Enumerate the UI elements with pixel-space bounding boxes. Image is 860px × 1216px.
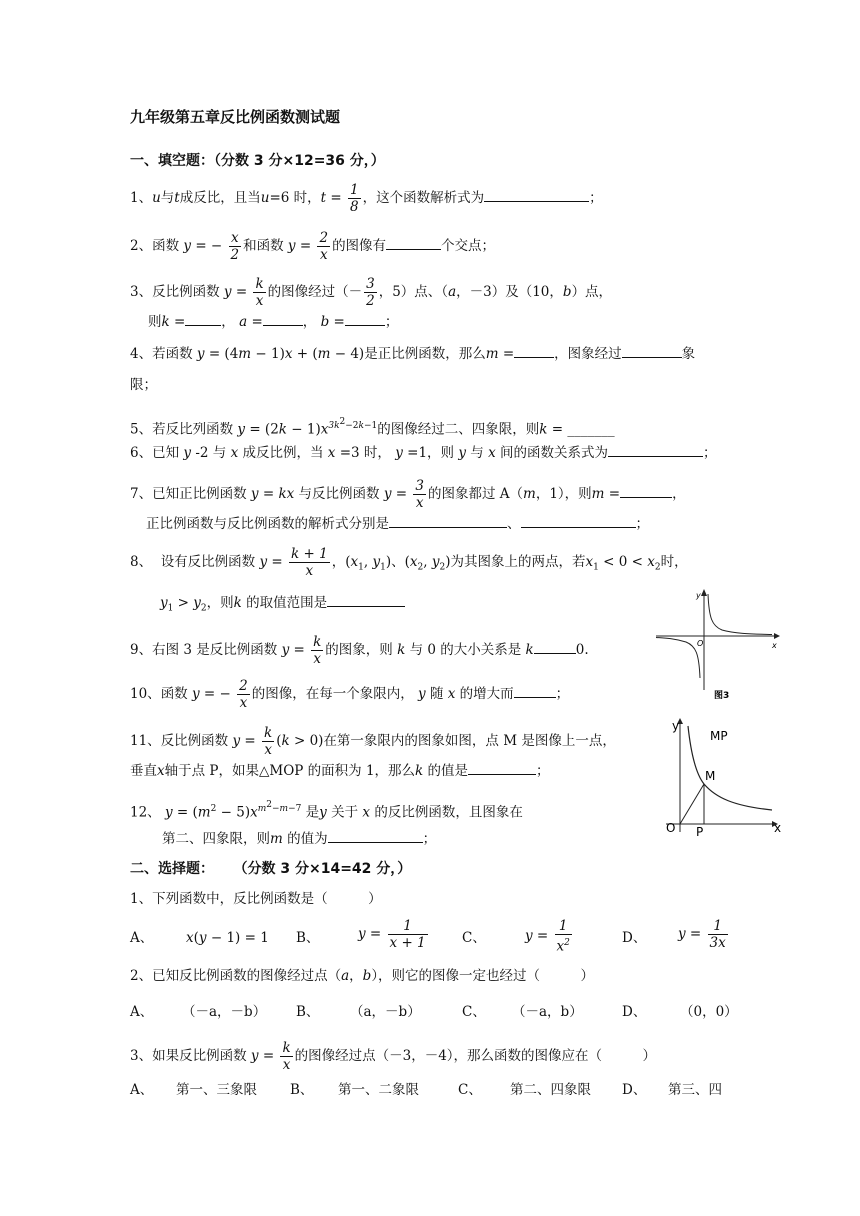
choice-question-3: 3、如果反比例函数 y = $\frac{k}{x}$ 的图像经过点（－3，－4），那么函数的图像应在（ ）	[130, 1040, 657, 1073]
section-scoring: （分数 3 分×14=42 分，）	[233, 861, 412, 877]
choice-1-option-b-formula: y = $\frac{1}{x + 1}$	[358, 918, 426, 951]
question-11-line-2: 垂直x轴于点 P，如果△MOP 的面积为 1，那么k 的值是 ；	[130, 760, 550, 781]
figure-3-y-label: y	[696, 591, 701, 600]
figure-11-y-label: y	[672, 719, 680, 733]
choice-2-option-c-value: （－a，b）	[512, 1004, 583, 1020]
choice-3-option-b: B、	[290, 1082, 314, 1098]
figure-3-caption: 图3	[714, 691, 730, 701]
choice-3-option-c-value: 第二、四象限	[510, 1082, 591, 1098]
figure-11-hyperbola	[660, 714, 790, 838]
figure-3-x-label: x	[772, 641, 777, 650]
choice-2-option-b-value: （a，－b）	[350, 1004, 421, 1020]
figure-11-x-label: x	[774, 821, 782, 835]
section-multiple-choice	[130, 858, 411, 878]
question-11: 11、反比例函数 y = $\frac{k}{x}$ (k > 0)在第一象限内的图象如图，点 M 是图像上一点，	[130, 725, 616, 758]
choice-question-1: 1、下列函数中，反比例函数是（ ）	[130, 891, 382, 907]
figure-11-origin-label: O	[666, 821, 676, 835]
page-title: 九年级第五章反比例函数测试题	[130, 108, 341, 126]
choice-1-option-b: B、	[296, 930, 320, 946]
choice-2-option-a-value: （－a，－b）	[182, 1004, 267, 1020]
choice-2-option-a: A、	[130, 1004, 154, 1020]
figure-3-origin-label: O	[697, 639, 704, 648]
choice-1-option-c: C、	[462, 930, 486, 946]
question-3-line-2: 则k = ， a = ， b = ；	[148, 311, 398, 332]
choice-3-option-d: D、	[622, 1082, 647, 1098]
question-12-line-2: 第二、四象限，则m 的值为 ；	[162, 828, 436, 849]
choice-2-option-b: B、	[296, 1004, 320, 1020]
question-7-line-2: 正比例函数与反比例函数的解析式分别是 、 ；	[146, 513, 649, 534]
figure-11-mp-label: MP	[710, 729, 728, 743]
choice-1-option-c-formula: y = $\frac{1}{x^2}$	[525, 918, 570, 955]
choice-3-option-b-value: 第一、二象限	[338, 1082, 419, 1098]
choice-3-option-d-value: 第三、四	[668, 1082, 722, 1098]
section-scoring: （分数 3 分×12=36 分，）	[214, 153, 385, 169]
section-fill-in	[130, 150, 385, 170]
question-9: 9、右图 3 是反比例函数 y = $\frac{k}{x}$ 的图象，则 k 与 0 的大小关系是 k 0.	[130, 634, 589, 667]
figure-11-m-label: M	[705, 769, 716, 783]
choice-1-option-a-formula: x(y − 1) = 1	[186, 930, 269, 946]
choice-1-option-d-formula: y = $\frac{1}{3x}$	[678, 918, 726, 951]
section-heading: 一、填空题：	[130, 153, 214, 169]
question-1: 1、u与t成反比，且当u=6 时，t = $\frac{1}{8}$ ，这个函数解析式为 ；	[130, 182, 603, 215]
figure-3-hyperbola	[650, 586, 790, 704]
question-7: 7、已知正比例函数 y = kx 与反比例函数 y = $\frac{3}{x}$ 的图象都过 A（m，1），则m = ，	[130, 478, 686, 511]
figure-11-p-label: P	[696, 825, 704, 838]
choice-3-option-a: A、	[130, 1082, 154, 1098]
question-6: 6、已知 y -2 与 x 成反比例，当 x =3 时， y =1，则 y 与 x 间的函数关系式为 ；	[130, 442, 717, 463]
question-5: 5、若反比列函数 $y = (2k - 1)x^{3k^2-2k-1}$的图像经过二、四象限，则k = _______	[130, 417, 615, 438]
question-3: 3、反比例函数 y = $\frac{k}{x}$ 的图像经过（－ $\frac{3}{2}$ ，5）点、（a，－3）及（10，b）点，	[130, 276, 613, 309]
choice-question-2: 2、已知反比例函数的图像经过点（a，b），则它的图像一定也经过（ ）	[130, 968, 595, 984]
choice-3-option-c: C、	[458, 1082, 482, 1098]
choice-1-option-d: D、	[622, 930, 647, 946]
question-4-line-2: 限；	[130, 377, 157, 393]
choice-3-option-a-value: 第一、三象限	[176, 1082, 257, 1098]
choice-2-option-c: C、	[462, 1004, 486, 1020]
choice-2-option-d-value: （0，0）	[680, 1004, 738, 1020]
question-8: 8、 设有反比例函数 y = $\frac{k + 1}{x}$ ，($x_1$, $y_1$)、($x_2$, $y_2$)为其图象上的两点，若$x_1 < 0 < x_2$时，	[130, 546, 688, 579]
question-12: 12、 $y = (m^2 - 5)x^{m^2-m-7}$ 是y 关于 x 的反比例函数，且图象在	[130, 800, 523, 821]
choice-2-option-d: D、	[622, 1004, 647, 1020]
section-heading: 二、选择题：	[130, 861, 214, 877]
question-10: 10、函数 y = − $\frac{2}{x}$ 的图像，在每一个象限内， y 随 x 的增大而 ；	[130, 678, 570, 711]
question-2: 2、函数 y = − $\frac{x}{2}$ 和函数 y = $\frac{2}{x}$ 的图像有 个交点；	[130, 230, 496, 263]
question-4: 4、若函数 y = (4m − 1)x + (m − 4)是正比例函数，那么m = ，图象经过 象	[130, 343, 695, 364]
choice-1-option-a: A、	[130, 930, 154, 946]
question-8-line-2: $y_1 > y_2$，则k 的取值范围是	[160, 592, 405, 619]
